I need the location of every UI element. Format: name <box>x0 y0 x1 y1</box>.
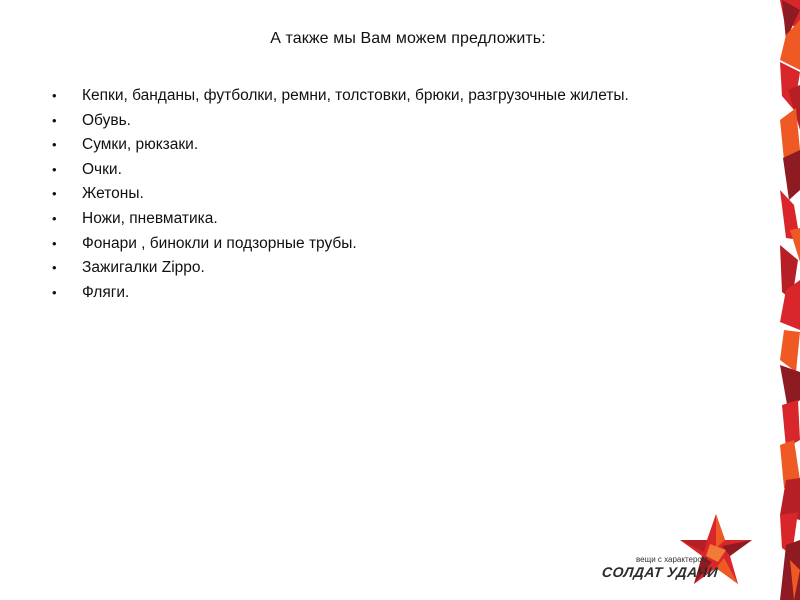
bullet: • <box>52 161 57 177</box>
bullet: • <box>52 284 57 300</box>
list-item-text: Очки. <box>82 160 122 178</box>
bullet: • <box>52 186 57 202</box>
list-item <box>52 184 629 209</box>
list-item-text: Зажигалки Zippo. <box>82 259 205 277</box>
list-item <box>52 234 629 259</box>
list-item <box>52 209 629 234</box>
list-item-text: Жетоны. <box>82 185 144 203</box>
slide-title: А также мы Вам можем предложить: <box>270 30 546 47</box>
list-item <box>52 258 629 283</box>
logo-tagline: вещи с характером <box>636 555 708 564</box>
logo-brand-name: СОЛДАТ УДАЧИ <box>601 564 719 580</box>
bullet: • <box>52 112 57 128</box>
list-item <box>52 135 629 160</box>
list-item-text: Обувь. <box>82 111 131 129</box>
bullet: • <box>52 210 57 226</box>
list-item <box>52 160 629 185</box>
bullet: • <box>52 88 57 103</box>
list-item <box>52 111 629 136</box>
list-item-text: Фляги. <box>82 283 130 301</box>
list-item-text: Фонари , бинокли и подзорные трубы. <box>82 234 357 252</box>
list-item-text: Ножи, пневматика. <box>82 209 218 227</box>
decorative-side-strip <box>780 0 800 600</box>
list-item <box>52 283 629 308</box>
list-item-text: Сумки, рюкзаки. <box>82 136 199 154</box>
offer-list <box>52 86 629 307</box>
bullet: • <box>52 137 57 153</box>
list-item-text: Кепки, банданы, футболки, ремни, толстовки, брюки, разгрузочные жилеты. <box>82 87 629 104</box>
bullet: • <box>52 260 57 276</box>
bullet: • <box>52 235 57 251</box>
list-item <box>52 86 629 111</box>
